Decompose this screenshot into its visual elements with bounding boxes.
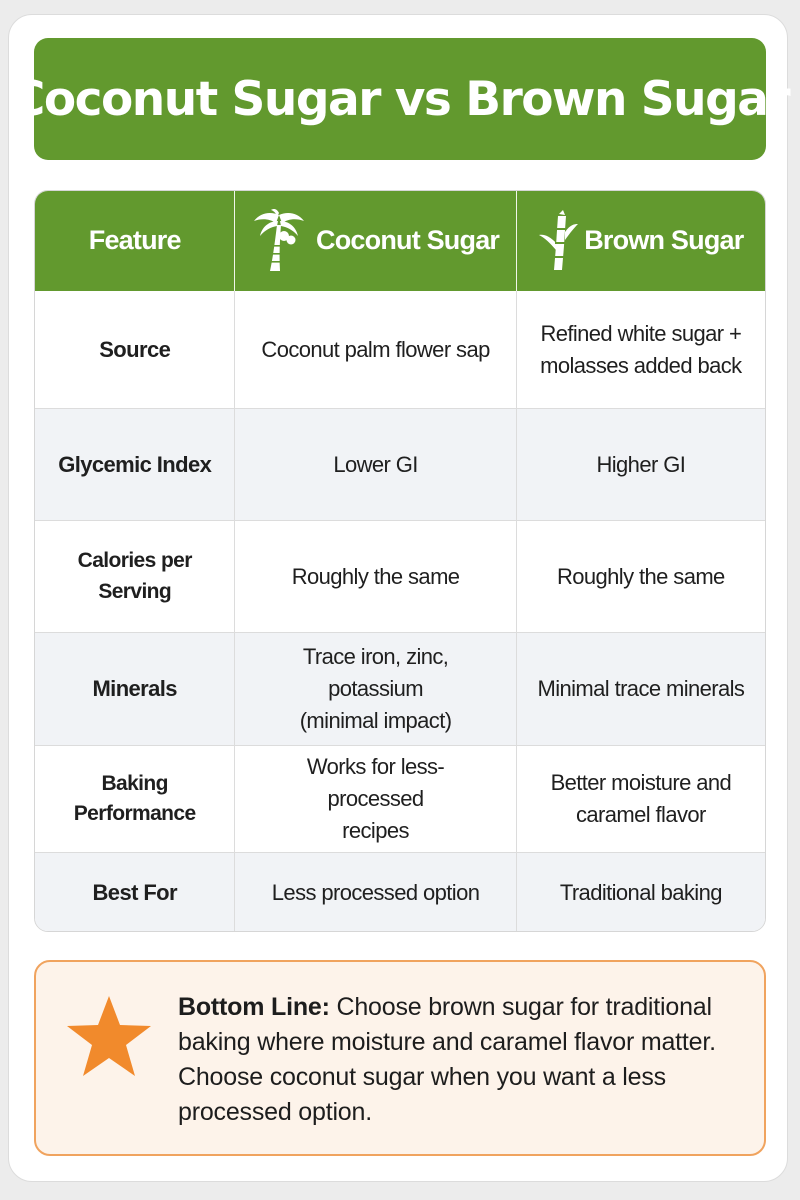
table-row [35,291,765,409]
bottom-line-body: Choose brown sugar for traditional baking where moisture and caramel flavor matter. Choose coconut sugar when you want a less processed option. [178,993,716,1126]
feature-cell: Minerals [35,633,235,745]
bottom-line-box [34,960,766,1156]
brown-cell: Better moisture and caramel flavor [550,770,732,827]
feature-cell: Source [35,291,235,408]
header-brown-label: Brown Sugar [584,225,744,256]
table-row [35,746,765,853]
brown-cell: Higher GI [596,451,686,477]
brown-cell: Roughly the same [556,563,725,589]
table-row [35,409,765,521]
header-feature-label: Feature [88,225,181,256]
header-brown [517,191,765,291]
brown-cell: Traditional baking [559,880,722,906]
page-title: Coconut Sugar vs Brown Sugar [10,71,790,127]
comparison-table [34,190,766,932]
header-coconut [235,191,516,291]
table-row [35,853,765,932]
brown-cell: Refined white sugar + molasses added back [540,320,742,378]
header-feature [35,191,235,291]
feature-cell: Baking Performance [35,746,235,852]
bottom-line-label: Bottom Line: [178,993,330,1021]
coconut-cell: Trace iron, zinc, potassium (minimal impact) [235,633,516,745]
table-row [35,521,765,633]
palm-tree-icon [252,209,306,273]
bottom-line-text [178,990,738,1130]
title-banner [10,38,790,160]
header-coconut-label: Coconut Sugar [316,225,500,256]
table-header-row [35,191,765,291]
feature-cell: Glycemic Index [35,409,235,520]
star-icon [64,992,154,1087]
coconut-cell: Roughly the same [235,521,516,632]
coconut-cell: Works for less-processed recipes [235,746,516,852]
feature-cell: Calories per Serving [35,521,235,632]
coconut-cell: Less processed option [235,853,516,932]
brown-cell: Minimal trace minerals [537,676,745,702]
sugarcane-icon [538,210,578,272]
table-row [35,633,765,746]
coconut-cell: Coconut palm flower sap [235,291,516,408]
feature-cell: Best For [35,853,235,932]
coconut-cell: Lower GI [235,409,516,520]
